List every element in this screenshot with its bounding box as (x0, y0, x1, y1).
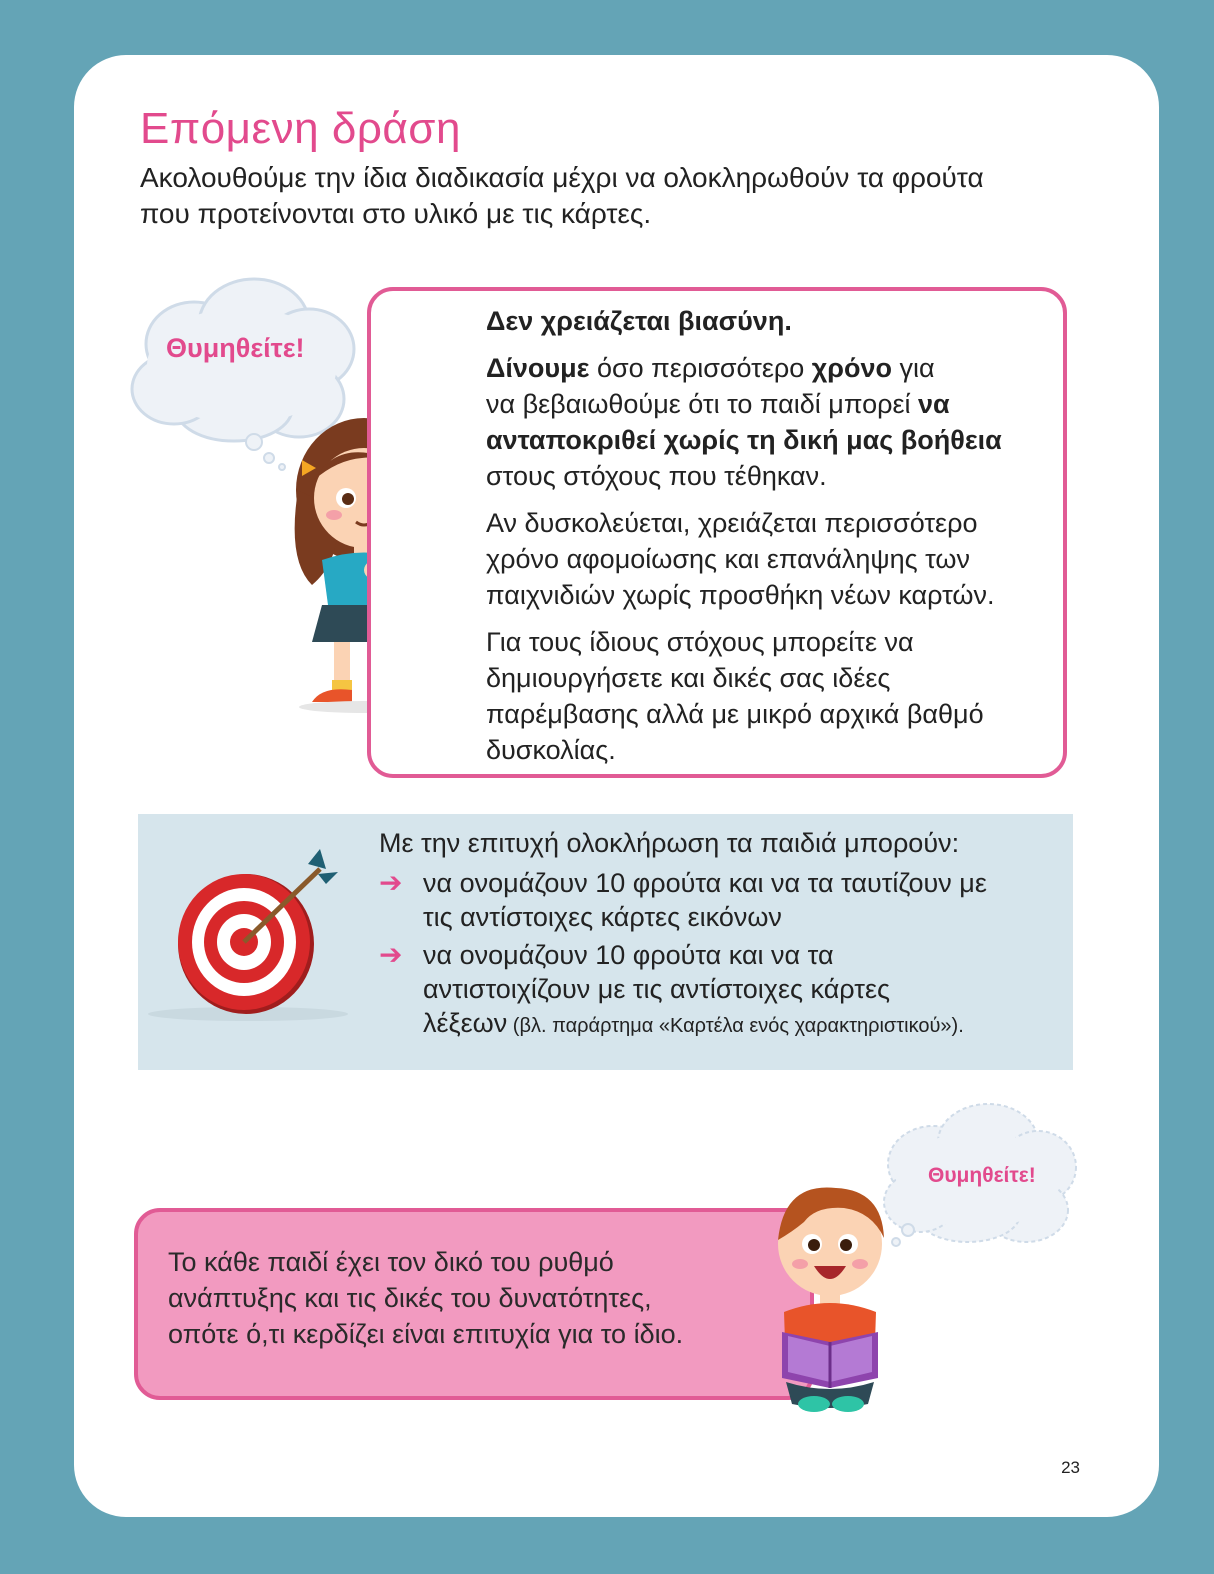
goals-text (379, 826, 1059, 1047)
tip-paragraph-time (486, 350, 1056, 494)
tip-p3-line1: Αν δυσκολεύεται, χρειάζεται περισσότερο (486, 508, 978, 538)
arrow-right-icon: ➔ (379, 939, 403, 970)
intro-line-2: που προτείνονται στο υλικό με τις κάρτες. (140, 198, 652, 229)
tip-p3-line3: παιχνιδιών χωρίς προσθήκη νέων καρτών. (486, 580, 995, 610)
tip-p4-line4: δυσκολίας. (486, 735, 616, 765)
intro-paragraph (140, 160, 1080, 232)
list-item (379, 938, 1059, 1043)
bold-give: Δίνουμε (486, 353, 590, 383)
goal2-line1: να ονομάζουν 10 φρούτα και να τα (423, 940, 834, 970)
tip-p2-t2: για (891, 353, 935, 383)
goal1-line2: τις αντίστοιχες κάρτες εικόνων (423, 902, 782, 932)
goal1-line1: να ονομάζουν 10 φρούτα και να τα ταυτίζουν με (423, 868, 987, 898)
tip-p2-line2: να βεβαιωθούμε ότι το παιδί μπορεί (486, 389, 918, 419)
tip-text (486, 303, 1056, 779)
target-icon (148, 844, 358, 1024)
intro-line-1: Ακολουθούμε την ίδια διαδικασία μέχρι να ολοκληρωθούν τα φρούτα (140, 162, 984, 193)
tip-heading (486, 303, 1056, 339)
list-item (379, 866, 1059, 934)
page-title: Επόμενη δράση (140, 104, 461, 153)
tip-p4-line3: παρέμβασης αλλά με μικρό αρχικά βαθμό (486, 699, 984, 729)
tip-p3-line2: χρόνο αφομοίωσης και επανάληψης των (486, 544, 970, 574)
tip-paragraph-ideas (486, 624, 1056, 768)
tip-paragraph-difficulty (486, 505, 1056, 613)
arrow-right-icon: ➔ (379, 867, 403, 898)
note-line-1: Το κάθε παιδί έχει τον δικό του ρυθμό (168, 1247, 614, 1277)
goals-lead: Με την επιτυχή ολοκλήρωση τα παιδιά μπορούν: (379, 828, 960, 858)
page-number: 23 (1061, 1458, 1080, 1477)
bold-na: να (918, 389, 950, 419)
cloud-label-bottom: Θυμηθείτε! (928, 1164, 1036, 1187)
tip-heading-text: Δεν χρειάζεται βιασύνη. (486, 306, 792, 336)
tip-p4-line2: δημιουργήσετε και δικές σας ιδέες (486, 663, 891, 693)
tip-p4-line1: Για τους ίδιους στόχους μπορείτε να (486, 627, 914, 657)
goals-list (379, 866, 1059, 1043)
note-text (168, 1244, 788, 1352)
note-line-3: οπότε ό,τι κερδίζει είναι επιτυχία για το ίδιο. (168, 1319, 684, 1349)
tip-p2-t1: όσο περισσότερο (589, 353, 812, 383)
cloud-label-top: Θυμηθείτε! (166, 333, 305, 363)
goal2-appendix-note: (βλ. παράρτημα «Καρτέλα ενός χαρακτηριστικού»). (507, 1015, 964, 1037)
goal2-line3: λέξεων (423, 1008, 508, 1038)
bold-respond: ανταποκριθεί χωρίς τη δική μας βοήθεια (486, 425, 1002, 455)
tip-p2-line4: στους στόχους που τέθηκαν. (486, 461, 827, 491)
note-line-2: ανάπτυξης και τις δικές του δυνατότητες, (168, 1283, 652, 1313)
goal2-line2: αντιστοιχίζουν με τις αντίστοιχες κάρτες (423, 974, 890, 1004)
boy-reading-icon (764, 1182, 894, 1418)
bold-time: χρόνο (811, 353, 892, 383)
